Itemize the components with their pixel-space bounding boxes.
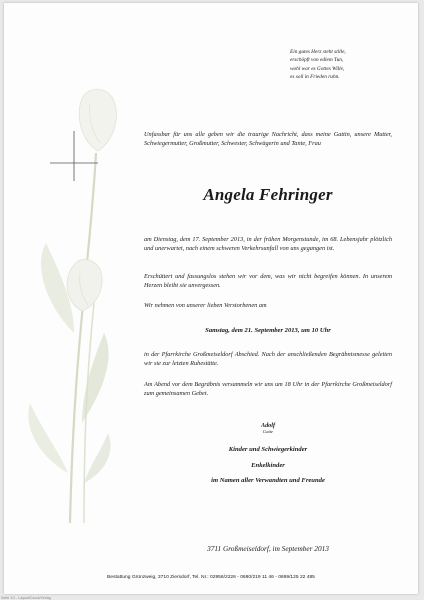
mourner-husband-role: Gatte — [262, 429, 274, 434]
farewell-intro: Wir nehmen von unserer lieben Verstorbenen am — [144, 302, 267, 309]
motto-line: Ein gutes Herz steht stille, — [290, 49, 346, 55]
mourner-children: Kinder und Schwiegerkinder — [228, 446, 308, 453]
motto-line: wohl war es Gottes Wille, — [290, 65, 345, 72]
place-date: 3711 Großmeiseldorf, im September 2013 — [207, 544, 329, 553]
fine-print: Seite 1/1 - Layout/Druck/Verlag — [1, 596, 51, 600]
obituary-sheet — [4, 3, 418, 594]
sentiment-text: Erschüttert und fassungslos stehen wir vor dem, was wir nicht begreifen können. In unserem Herzen bleibt sie unvergessen. — [144, 273, 392, 289]
death-notice: am Dienstag, dem 17. September 2013, in der frühen Morgenstunde, im 68. Lebensjahr plötzlich und unerwartet, nach einem schweren Verkehrsunfall von uns gegangen ist. — [144, 236, 392, 252]
church-text: in der Pfarrkirche Großmeiseldorf Abschied. Nach der anschließenden Begräbnismesse geleiten wir sie zur letzten Ruhestätte. — [144, 351, 392, 367]
deceased-name: Angela Fehringer — [203, 185, 333, 204]
cross-icon — [48, 129, 100, 183]
motto-line: erschöpft von edlem Tun, — [290, 57, 344, 64]
prayer-text: Am Abend vor dem Begräbnis versammeln wir uns um 18 Uhr in der Pfarrkirche Großmeiseldorf zum gemeinsamen Gebet. — [144, 381, 392, 397]
funeral-date: Samstag, dem 21. September 2013, um 10 Uhr — [205, 327, 331, 334]
funeral-home-footer: Bestattung Grünzweig, 3710 Ziersdorf, Tel. Nr.: 02956/2226 - 0680/219 11 46 - 0699/125 22 485 — [107, 575, 315, 580]
flower-illustration — [4, 3, 144, 563]
motto-poem — [290, 48, 414, 82]
mourner-grandchildren: Enkelkinder — [251, 462, 285, 469]
mourner-relatives: im Namen aller Verwandten und Freunde — [211, 477, 325, 484]
motto-line: es soll in Frieden ruhn. — [290, 74, 340, 81]
intro-text: Unfassbar für uns alle geben wir die traurige Nachricht, dass meine Gattin, unsere Mutter, Schwiegermutter, Großmutter, Schwester, Schwägerin und Tante, Frau — [144, 131, 392, 147]
mourner-husband: Adolf — [260, 422, 276, 429]
